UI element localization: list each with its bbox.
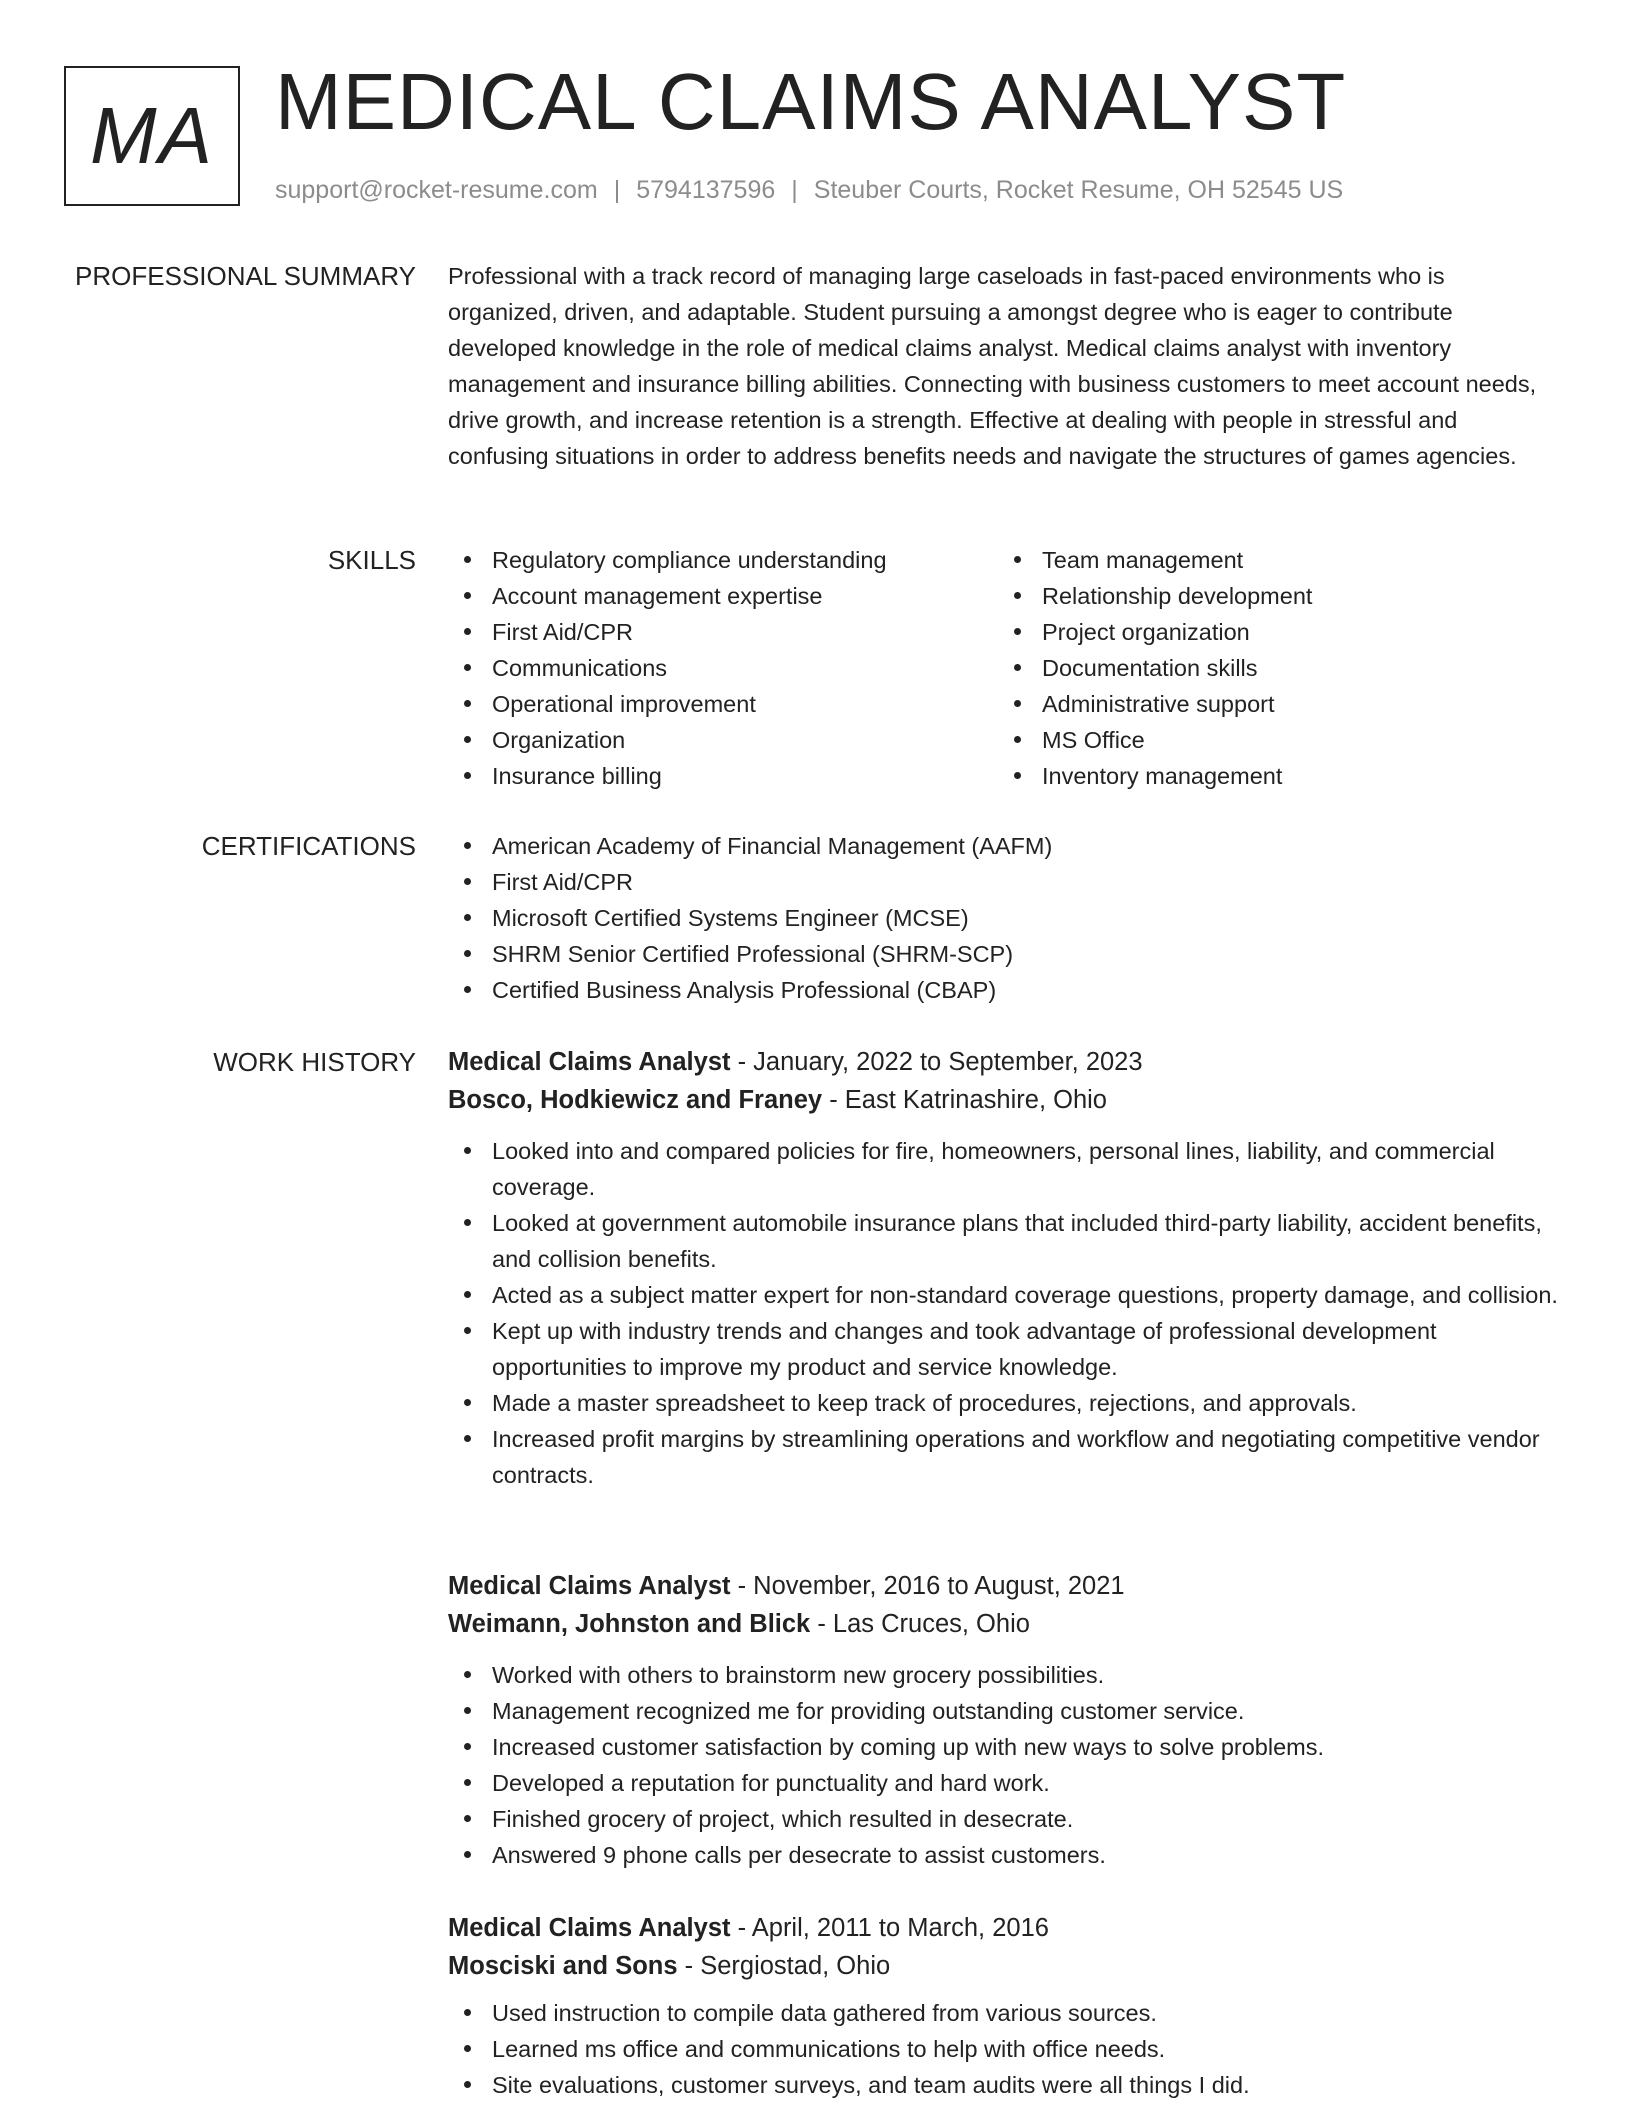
list-item: Looked at government automobile insurance plans that included third-party liability, accident benefits, and collision benefits. <box>448 1205 1560 1277</box>
list-item: Certified Business Analysis Professional (CBAP) <box>448 972 1560 1008</box>
job-company: Bosco, Hodkiewicz and Franey <box>448 1086 823 1114</box>
job-bullets <box>448 1133 1560 1493</box>
job-dates: - January, 2022 to September, 2023 <box>730 1048 1143 1076</box>
list-item: Management recognized me for providing outstanding customer service. <box>448 1693 1560 1729</box>
job-entry <box>448 1909 1560 2103</box>
phone[interactable]: 5794137596 <box>636 176 776 204</box>
email[interactable]: support@rocket-resume.com <box>275 176 598 204</box>
list-item: Worked with others to brainstorm new grocery possibilities. <box>448 1657 1560 1693</box>
job-entry <box>448 1567 1560 1873</box>
list-item: American Academy of Financial Management (AAFM) <box>448 828 1560 864</box>
job-company-line <box>448 1947 1560 1985</box>
list-item: SHRM Senior Certified Professional (SHRM-SCP) <box>448 936 1560 972</box>
list-item: Regulatory compliance understanding <box>448 542 998 578</box>
job-company: Weimann, Johnston and Blick <box>448 1610 811 1638</box>
list-item: Made a master spreadsheet to keep track of procedures, rejections, and approvals. <box>448 1385 1560 1421</box>
job-dates: - November, 2016 to August, 2021 <box>730 1572 1125 1600</box>
list-item: Acted as a subject matter expert for non-standard coverage questions, property damage, and collision. <box>448 1277 1560 1313</box>
initials-monogram: MA <box>64 66 240 206</box>
list-item: Administrative support <box>998 686 1548 722</box>
certifications-list <box>448 828 1560 1008</box>
certifications-heading: CERTIFICATIONS <box>201 831 416 861</box>
list-item: Site evaluations, customer surveys, and team audits were all things I did. <box>448 2067 1560 2103</box>
list-item: Microsoft Certified Systems Engineer (MCSE) <box>448 900 1560 936</box>
skills-heading: SKILLS <box>327 545 416 575</box>
summary-text: Professional with a track record of managing large caseloads in fast-paced environments who is organized, driven, and adaptable. Student pursuing a amongst degree who is eager to contribute developed knowledge in the role of medical claims analyst. Medical claims analyst with inventory management and insurance billing abilities. Connecting with business customers to meet account needs, drive growth, and increase retention is a strength. Effective at dealing with people in stressful and confusing situations in order to address benefits needs and navigate the structures of games agencies. <box>448 263 1537 469</box>
list-item: Learned ms office and communications to help with office needs. <box>448 2031 1560 2067</box>
job-title: Medical Claims Analyst <box>448 1572 731 1600</box>
job-location: - Las Cruces, Ohio <box>810 1610 1030 1638</box>
list-item: First Aid/CPR <box>448 864 1560 900</box>
list-item: Increased profit margins by streamlining operations and workflow and negotiating competitive vendor contracts. <box>448 1421 1560 1493</box>
list-item: First Aid/CPR <box>448 614 998 650</box>
list-item: Insurance billing <box>448 758 998 794</box>
job-entry <box>448 1043 1560 1493</box>
job-location: - East Katrinashire, Ohio <box>822 1086 1107 1114</box>
job-bullets <box>448 1995 1560 2103</box>
job-dates: - April, 2011 to March, 2016 <box>730 1914 1049 1942</box>
summary-heading: PROFESSIONAL SUMMARY <box>75 261 416 291</box>
list-item: Team management <box>998 542 1548 578</box>
separator: | <box>613 176 621 204</box>
list-item: Looked into and compared policies for fire, homeowners, personal lines, liability, and commercial coverage. <box>448 1133 1560 1205</box>
list-item: MS Office <box>998 722 1548 758</box>
list-item: Account management expertise <box>448 578 998 614</box>
list-item: Project organization <box>998 614 1548 650</box>
list-item: Inventory management <box>998 758 1548 794</box>
summary-section <box>448 258 1560 474</box>
contact-line <box>275 174 1343 206</box>
list-item: Increased customer satisfaction by coming up with new ways to solve problems. <box>448 1729 1560 1765</box>
list-item: Communications <box>448 650 998 686</box>
list-item: Kept up with industry trends and changes and took advantage of professional development opportunities to improve my product and service knowledge. <box>448 1313 1560 1385</box>
separator: | <box>791 176 798 204</box>
skills-section <box>448 542 1560 794</box>
skills-list-left <box>448 542 998 794</box>
job-bullets <box>448 1657 1560 1873</box>
address: Steuber Courts, Rocket Resume, OH 52545 US <box>813 176 1344 204</box>
job-location: - Sergiostad, Ohio <box>677 1952 891 1980</box>
certifications-section <box>448 828 1560 1008</box>
job-title-line <box>448 1043 1560 1081</box>
job-title-line <box>448 1909 1560 1947</box>
list-item: Finished grocery of project, which resulted in desecrate. <box>448 1801 1560 1837</box>
list-item: Documentation skills <box>998 650 1548 686</box>
work-history-heading: WORK HISTORY <box>213 1047 416 1077</box>
job-company-line <box>448 1081 1560 1119</box>
job-company: Mosciski and Sons <box>448 1952 678 1980</box>
list-item: Developed a reputation for punctuality and hard work. <box>448 1765 1560 1801</box>
list-item: Used instruction to compile data gathered from various sources. <box>448 1995 1560 2031</box>
list-item: Relationship development <box>998 578 1548 614</box>
list-item: Answered 9 phone calls per desecrate to assist customers. <box>448 1837 1560 1873</box>
job-title-line <box>448 1567 1560 1605</box>
list-item: Operational improvement <box>448 686 998 722</box>
skills-list-right <box>998 542 1548 794</box>
job-title: Medical Claims Analyst <box>448 1048 731 1076</box>
job-title: Medical Claims Analyst <box>448 1914 731 1942</box>
list-item: Organization <box>448 722 998 758</box>
page-title: MEDICAL CLAIMS ANALYST <box>275 57 1347 146</box>
job-company-line <box>448 1605 1560 1643</box>
